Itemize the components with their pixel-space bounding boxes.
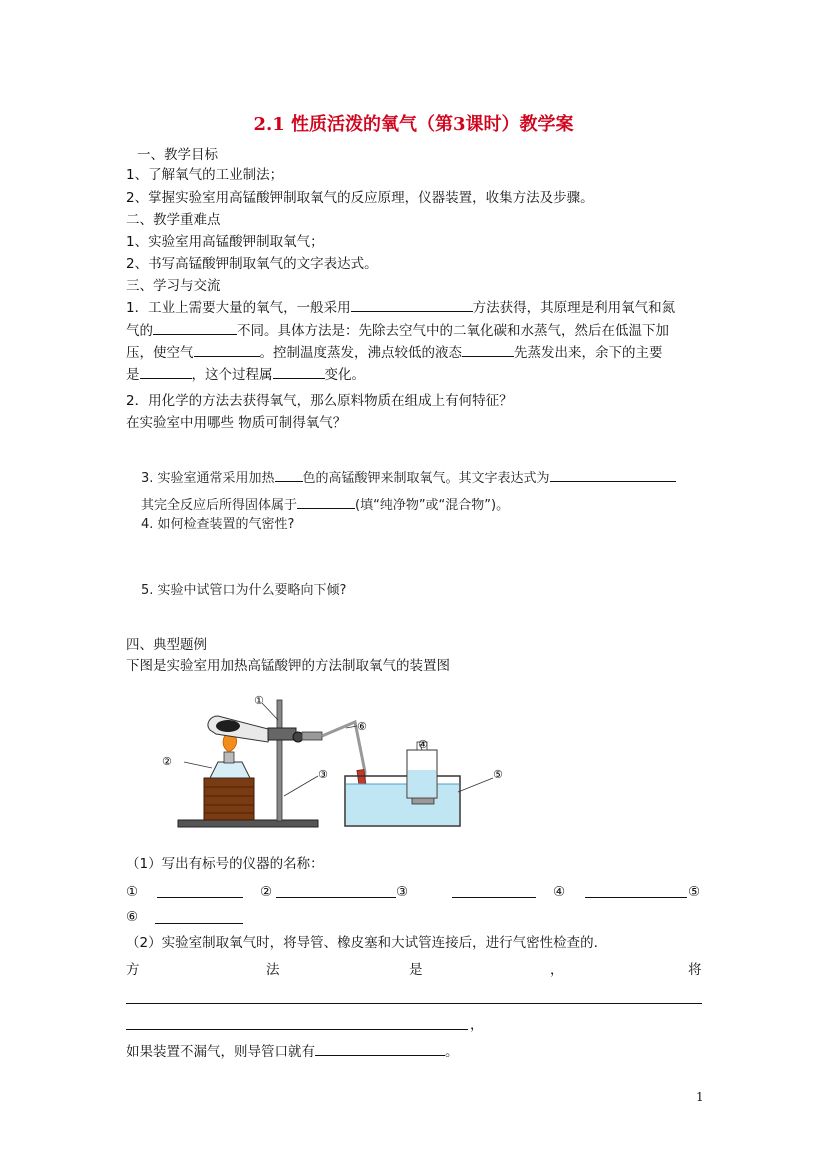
p2-spread-3: 是 [409,962,423,978]
p1-heading: （1）写出有标号的仪器的名称： [126,856,324,872]
wooden-block [204,778,254,820]
section1-item1: 1、了解氧气的工业制法； [126,167,284,183]
q3-line2: 其完全反应后所得固体属于 (填“纯净物”或“混合物”)。 [141,495,509,515]
p1-mark-6: ⑥ [126,909,139,925]
blank[interactable] [351,298,473,312]
blank[interactable] [275,468,303,482]
page-number: 1 [696,1090,704,1104]
q4: 4. 如何检查装置的气密性? [141,517,295,532]
diagram-label-4: ④ [418,738,428,751]
blank[interactable] [153,321,237,335]
blank[interactable] [194,343,260,357]
p1-blank-4[interactable] [585,897,687,898]
p1-blank-1[interactable] [157,897,243,898]
p2-spread-5: 将 [688,962,702,978]
section3-heading: 三、学习与交流 [126,278,221,294]
blank[interactable] [315,1042,445,1056]
diagram-label-6: ⑥ [357,720,367,733]
p2-spread-4: ， [550,962,564,978]
iron-stand-base [178,820,318,827]
p2-blank-2[interactable] [126,1029,468,1030]
iron-stand-rod [277,700,282,821]
clamp [268,728,296,740]
diagram-label-5: ⑤ [493,768,503,781]
blank[interactable] [140,365,192,379]
section1-item2: 2、掌握实验室用高锰酸钾制取氧气的反应原理，仪器装置，收集方法及步骤。 [126,190,594,206]
q3-line1: 3. 实验室通常采用加热 色的高锰酸钾来制取氧气。其文字表达式为 [141,468,676,488]
test-tube [208,716,272,742]
p1-mark-2: ② [260,884,273,900]
p1-mark-1: ① [126,884,139,900]
section2-item2: 2、书写高锰酸钾制取氧气的文字表达式。 [126,256,378,272]
p1-mark-4: ④ [553,884,566,900]
q2-line1: 2．用化学的方法去获得氧气，那么原料物质在组成上有何特征？ [126,393,513,409]
p2-last-line: 如果装置不漏气，则导管口就有 。 [126,1044,459,1060]
blank[interactable] [550,468,676,482]
blank[interactable] [462,343,514,357]
p1-blank-6[interactable] [155,923,243,924]
p1-mark-3: ③ [396,884,409,900]
diagram-label-2: ② [162,755,172,768]
p2-blank-1[interactable] [126,1003,702,1004]
p1-mark-5: ⑤ [688,884,701,900]
q1-line4: 是 ，这个过程属 变化。 [126,367,365,383]
q5: 5. 实验中试管口为什么要略向下倾? [141,583,347,598]
q1-line3: 压，使空气 。控制温度蒸发，沸点较低的液态 先蒸发出来，余下的主要 [126,345,663,361]
alcohol-lamp [210,762,250,778]
q1-line2: 气的 不同。具体方法是：先除去空气中的二氧化碳和水蒸气，然后在低温下加 [126,323,669,339]
q2-line2: 在实验室中用哪些 物质可制得氧气？ [126,415,347,431]
diagram-label-1: ① [254,694,264,707]
page-title: 2.1 性质活泼的氧气（第3课时）教学案 [253,114,574,135]
p2-spread-2: 法 [266,962,280,978]
diagram-label-3: ③ [318,768,328,781]
blank[interactable] [273,365,325,379]
section1-heading: 一、教学目标 [137,147,218,163]
q1-line1: 1．工业上需要大量的氧气，一般采用 方法获得，其原理是利用氧气和氮 [126,300,676,316]
section4-heading: 四、典型题例 [126,637,207,653]
p2-spread-1: 方 [126,962,140,978]
p1-blank-2[interactable] [276,897,396,898]
section4-intro: 下图是实验室用加热高锰酸钾的方法制取氧气的装置图 [126,658,450,674]
section2-heading: 二、教学重难点 [126,212,221,228]
p2-line1: （2）实验室制取氧气时，将导管、橡皮塞和大试管连接后，进行气密性检查的. [126,935,598,951]
p2-comma: ， [470,1017,484,1033]
apparatus-diagram [150,692,530,838]
p1-blank-3[interactable] [452,897,536,898]
section2-item1: 1、实验室用高锰酸钾制取氧气； [126,234,324,250]
blank[interactable] [297,495,355,509]
